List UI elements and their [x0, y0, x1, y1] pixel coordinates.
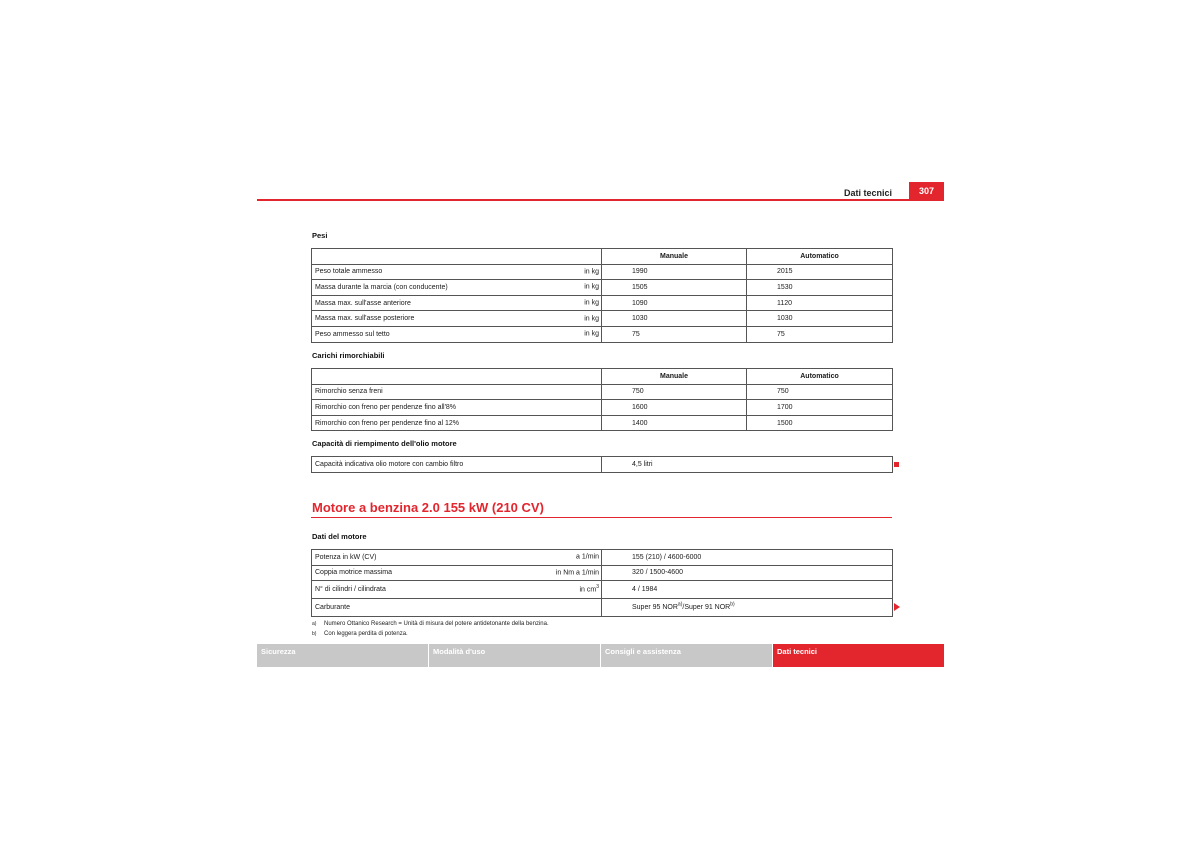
fuel-part-2: /Super 91 NOR	[682, 604, 731, 612]
row-label: N° di cilindri / cilindrata	[315, 586, 386, 594]
row-label-cell	[312, 326, 602, 342]
footnote-marker: a)	[312, 621, 317, 627]
engine-value: 155 (210) / 4600-6000	[602, 550, 893, 566]
fuel-part-1: Super 95 NOR	[632, 604, 678, 612]
row-label-cell	[312, 295, 602, 311]
row-label: Carburante	[312, 599, 602, 617]
unit-text: in cm	[579, 586, 597, 594]
table-row	[312, 599, 893, 617]
table-row	[312, 326, 893, 342]
auto-value: 750	[747, 384, 893, 400]
column-header: Automatico	[747, 369, 893, 385]
oil-value: 4,5 litri	[602, 457, 893, 473]
auto-value: 1530	[747, 280, 893, 296]
row-label: Potenza in kW (CV)	[315, 553, 377, 561]
auto-value: 1500	[747, 415, 893, 431]
manual-value: 1990	[602, 264, 747, 280]
auto-value: 1120	[747, 295, 893, 311]
table-row	[312, 415, 893, 431]
row-label: Massa durante la marcia (con conducente)	[315, 283, 448, 291]
olio-heading: Capacità di riempimento dell'olio motore	[312, 439, 457, 448]
row-label: Massa max. sull'asse posteriore	[315, 315, 415, 323]
row-unit: in kg	[584, 268, 599, 276]
table-row	[312, 280, 893, 296]
row-label: Rimorchio senza freni	[312, 384, 602, 400]
row-label-cell	[312, 581, 602, 599]
page-number: 307	[909, 182, 944, 200]
nav-tab-modalita-uso[interactable]: Modalità d'uso	[428, 644, 600, 667]
row-unit	[579, 583, 599, 594]
row-label-cell	[312, 565, 602, 581]
footnote	[312, 621, 549, 627]
manual-value: 1505	[602, 280, 747, 296]
row-unit: a 1/min	[576, 553, 599, 561]
footnote-marker: b)	[312, 631, 317, 637]
carichi-heading: Carichi rimorchiabili	[312, 351, 385, 360]
engine-value: 320 / 1500-4600	[602, 565, 893, 581]
continue-arrow-icon	[894, 603, 900, 611]
section-end-marker	[894, 462, 899, 467]
manual-value: 1400	[602, 415, 747, 431]
row-label-cell	[312, 264, 602, 280]
row-unit: in kg	[584, 283, 599, 291]
table-row	[312, 457, 893, 473]
fuel-value	[602, 599, 893, 617]
section-title: Motore a benzina 2.0 155 kW (210 CV)	[312, 500, 544, 515]
nav-tab-sicurezza[interactable]: Sicurezza	[257, 644, 428, 667]
table-row	[312, 264, 893, 280]
row-unit: in kg	[584, 330, 599, 338]
pesi-heading: Pesi	[312, 231, 328, 240]
table-row	[312, 400, 893, 416]
manual-value: 1030	[602, 311, 747, 327]
title-rule	[311, 517, 892, 518]
olio-table	[311, 456, 893, 473]
auto-value: 1700	[747, 400, 893, 416]
column-header: Automatico	[747, 249, 893, 265]
row-unit: in kg	[584, 299, 599, 307]
row-label: Massa max. sull'asse anteriore	[315, 299, 411, 307]
auto-value: 2015	[747, 264, 893, 280]
nav-tab-dati-tecnici[interactable]: Dati tecnici	[772, 644, 944, 667]
row-unit: in Nm a 1/min	[555, 569, 599, 577]
nav-tab-consigli[interactable]: Consigli e assistenza	[600, 644, 772, 667]
table-row	[312, 311, 893, 327]
table-header-empty	[312, 249, 602, 265]
table-row	[312, 384, 893, 400]
row-label: Rimorchio con freno per pendenze fino al 12%	[312, 415, 602, 431]
row-label-cell	[312, 550, 602, 566]
unit-superscript: 3	[596, 583, 599, 590]
manual-value: 750	[602, 384, 747, 400]
engine-data-heading: Dati del motore	[312, 532, 367, 541]
manual-value: 1090	[602, 295, 747, 311]
header-rule	[257, 199, 944, 201]
row-unit: in kg	[584, 315, 599, 323]
row-label: Rimorchio con freno per pendenze fino all'8%	[312, 400, 602, 416]
footnote-ref: a)	[677, 601, 683, 608]
footnote-ref: b)	[730, 601, 735, 608]
table-header-row	[312, 249, 893, 265]
engine-table	[311, 549, 893, 617]
table-row	[312, 565, 893, 581]
column-header: Manuale	[602, 249, 747, 265]
row-label: Peso totale ammesso	[315, 268, 383, 276]
chapter-nav	[257, 644, 944, 667]
running-header-title: Dati tecnici	[843, 188, 892, 198]
table-header-empty	[312, 369, 602, 385]
row-label-cell	[312, 280, 602, 296]
auto-value: 75	[747, 326, 893, 342]
carichi-table	[311, 368, 893, 431]
row-label: Coppia motrice massima	[315, 569, 393, 577]
table-row	[312, 295, 893, 311]
manual-value: 1600	[602, 400, 747, 416]
column-header: Manuale	[602, 369, 747, 385]
engine-value: 4 / 1984	[602, 581, 893, 599]
row-label: Capacità indicativa olio motore con cambio filtro	[312, 457, 602, 473]
manual-value: 75	[602, 326, 747, 342]
auto-value: 1030	[747, 311, 893, 327]
row-label: Peso ammesso sul tetto	[315, 330, 390, 338]
pesi-table	[311, 248, 893, 343]
table-row	[312, 581, 893, 599]
row-label-cell	[312, 311, 602, 327]
table-row	[312, 550, 893, 566]
table-header-row	[312, 369, 893, 385]
footnote-text: Con leggera perdita di potenza.	[324, 631, 408, 637]
footnote	[312, 631, 408, 637]
footnote-text: Numero Ottanico Research = Unità di misura del potere antidetonante della benzina.	[324, 621, 549, 627]
